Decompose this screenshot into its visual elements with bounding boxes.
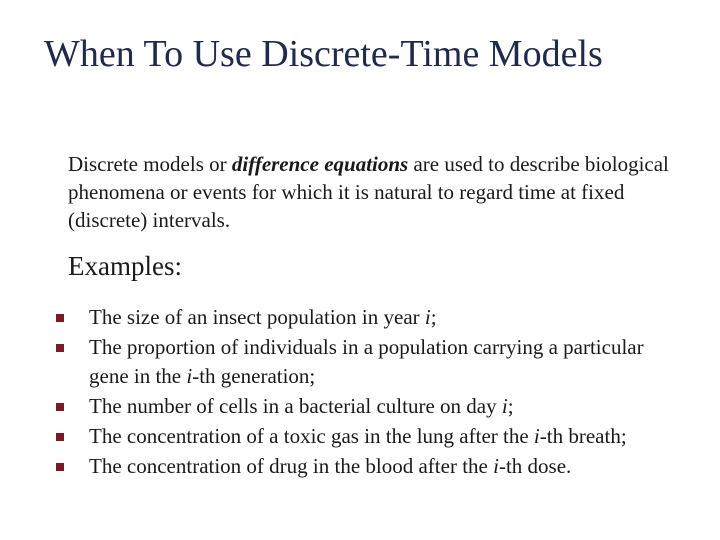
list-item	[56, 452, 676, 481]
example-variable: i	[424, 305, 431, 329]
list-item	[56, 333, 676, 391]
intro-emphasis: difference equations	[231, 152, 409, 176]
example-text-after: ;	[430, 305, 437, 329]
example-text-before: The concentration of a toxic gas in the lung after the	[89, 424, 534, 448]
example-variable: i	[186, 364, 193, 388]
square-bullet-icon	[56, 463, 64, 471]
list-item	[56, 303, 676, 332]
intro-text-before: Discrete models or	[68, 152, 232, 176]
example-variable: i	[533, 424, 540, 448]
square-bullet-icon	[56, 403, 64, 411]
square-bullet-icon	[56, 314, 64, 322]
example-text-before: The number of cells in a bacterial culture on day	[89, 394, 502, 418]
example-text-before: The proportion of individuals in a population carrying a particular gene in the	[89, 335, 644, 388]
example-text-after: -th dose.	[498, 454, 572, 478]
example-variable: i	[493, 454, 499, 478]
example-variable: i	[501, 394, 508, 418]
list-item	[56, 422, 676, 451]
slide-title: When To Use Discrete-Time Models	[44, 33, 603, 75]
example-text-after: ;	[507, 394, 514, 418]
examples-heading: Examples:	[68, 251, 182, 281]
examples-list	[56, 303, 676, 482]
example-text-after: -th breath;	[539, 424, 627, 448]
intro-paragraph	[68, 150, 698, 234]
list-item	[56, 392, 676, 421]
example-text-before: The concentration of drug in the blood after the	[89, 454, 494, 478]
square-bullet-icon	[56, 344, 64, 352]
square-bullet-icon	[56, 433, 64, 441]
intro-text-after: are used to describe biological phenomena or events for which it is natural to regard time at fixed (discrete) intervals.	[68, 152, 669, 232]
example-text-after: -th generation;	[192, 364, 316, 388]
example-text-before: The size of an insect population in year	[89, 305, 425, 329]
